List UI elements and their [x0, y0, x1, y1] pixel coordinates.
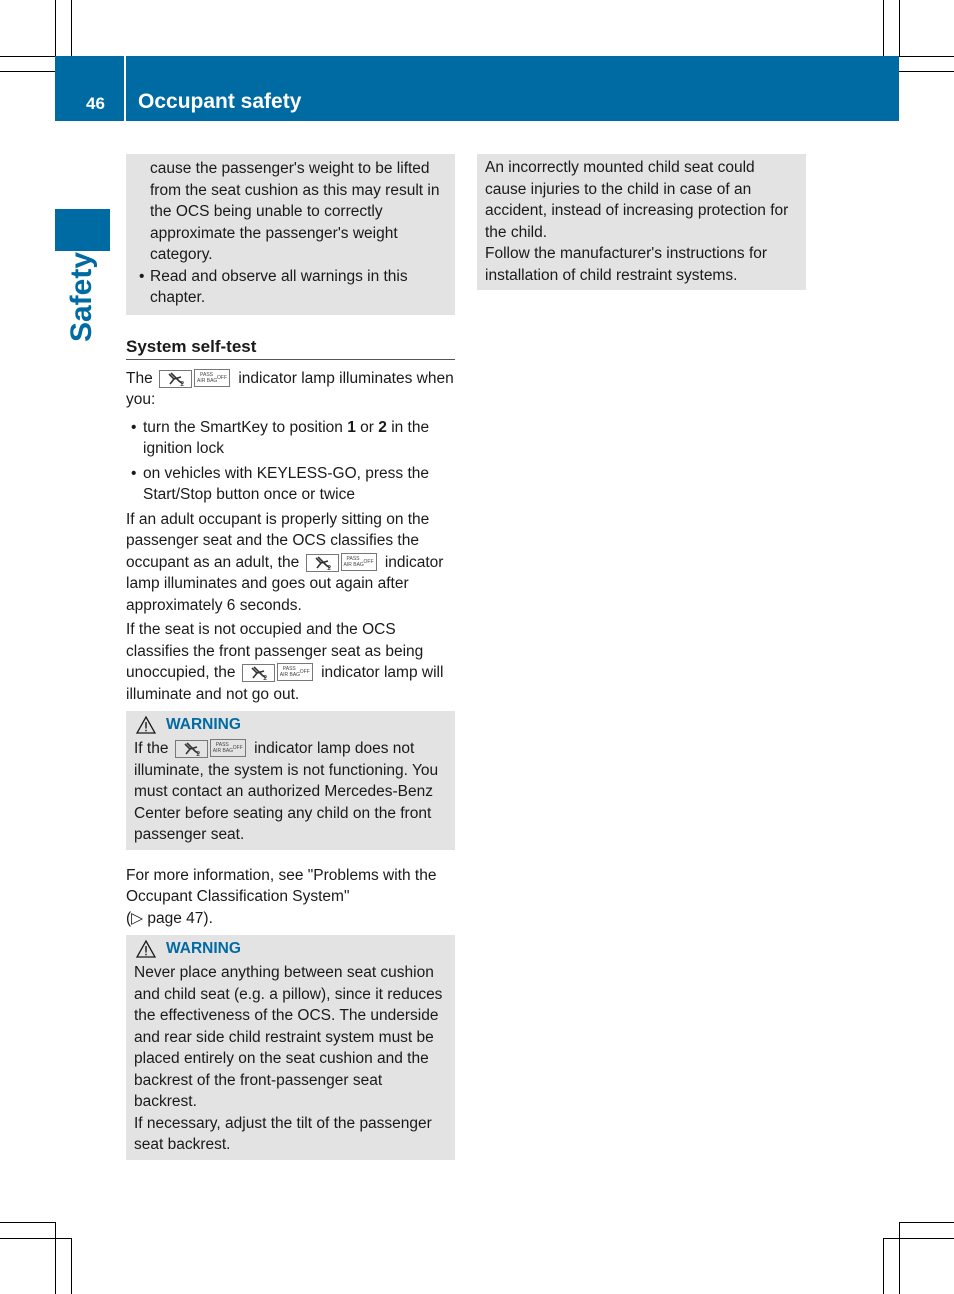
left-column [126, 154, 455, 1160]
paragraph [126, 865, 455, 930]
warning-text: If necessary, adjust the tilt of the passenger seat backrest. [134, 1114, 432, 1153]
paragraph: If the seat is not occupied and the OCS classifies the front passenger seat as being unoccupied, the 2 PASS AIR BAG OFF indicator lamp will illuminate and not go out. [126, 621, 444, 703]
self-test-list [126, 417, 455, 506]
page-reference-link[interactable]: (▷ page 47). [126, 909, 213, 927]
warning-triangle-icon [136, 716, 156, 734]
crop-mark [899, 0, 900, 56]
pass-airbag-off-icon: PASS AIR BAG OFF [277, 663, 313, 681]
crop-mark [883, 1238, 884, 1294]
crop-mark [71, 1238, 72, 1294]
warning-label: WARNING [166, 940, 241, 957]
svg-text:2: 2 [262, 674, 268, 681]
warning-continuation-box [477, 154, 806, 290]
warning-title [134, 938, 447, 960]
svg-text:2: 2 [195, 750, 201, 757]
child-seat-icon [242, 664, 275, 682]
page-header [55, 56, 899, 121]
warning-box [126, 935, 455, 1160]
pass-airbag-off-icon: PASS AIR BAG OFF [210, 739, 246, 757]
paragraph: The 2 PASS AIR BAG OFF indicator lamp illuminates when you: [126, 369, 454, 408]
note-box [126, 154, 455, 315]
pass-airbag-off-icon: PASS AIR BAG OFF [341, 553, 377, 571]
svg-text:2: 2 [180, 379, 185, 387]
side-tab-block [55, 209, 110, 251]
crop-mark [0, 1222, 55, 1223]
warning-text: Follow the manufacturer's instructions for installation of child restraint systems. [485, 245, 768, 284]
subheading: System self-test [126, 337, 455, 360]
crop-mark [883, 0, 884, 56]
child-seat-icon [306, 554, 339, 572]
crop-mark [899, 1222, 954, 1223]
crop-mark [55, 0, 56, 56]
pass-airbag-off-icon: PASS AIR BAG OFF [194, 369, 230, 387]
crop-mark [0, 1238, 71, 1239]
crop-mark [899, 56, 954, 57]
child-seat-icon [159, 370, 192, 388]
warning-box [126, 711, 455, 850]
page-number: 46 [86, 94, 105, 113]
paragraph: If an adult occupant is properly sitting on the passenger seat and the OCS classifies the occupant as an adult, the 2 PASS AIR BAG OFF indicator lamp illuminates and goes out again after approximately 6 seconds. [126, 510, 444, 614]
note-continuation: cause the passenger's weight to be lifted from the seat cushion as this may result in the OCS being unable to correctly approximate the passenger's weight category. [150, 160, 440, 263]
child-seat-icon [175, 740, 208, 758]
warning-title [134, 714, 447, 736]
warning-text: An incorrectly mounted child seat could cause injuries to the child in case of an accident, instead of increasing protection for the child. [485, 159, 789, 241]
note-list [134, 266, 447, 309]
cross-reference-text: For more information, see "Problems with the Occupant Classification System" [126, 866, 437, 905]
crop-mark [0, 56, 55, 57]
warning-triangle-icon [136, 940, 156, 958]
warning-text: Never place anything between seat cushion and child seat (e.g. a pillow), since it reduces the effectiveness of the OCS. The underside and rear side child restraint system must be placed entirely on the seat cushion and the backrest of the front-passenger seat backrest. [134, 964, 443, 1110]
crop-mark [899, 1222, 900, 1294]
list-item: • on vehicles with KEYLESS-GO, press the Start/Stop button once or twice [126, 463, 455, 506]
crop-mark [71, 0, 72, 56]
crop-mark [0, 71, 55, 72]
list-item: • turn the SmartKey to position 1 or 2 in the ignition lock [126, 417, 455, 460]
side-tab-label: Safety [65, 251, 98, 343]
right-column [477, 154, 806, 290]
section-title: Occupant safety [138, 90, 302, 113]
crop-mark [899, 71, 954, 72]
crop-mark [883, 1238, 954, 1239]
svg-text:2: 2 [326, 563, 331, 571]
list-item: • Read and observe all warnings in this chapter. [134, 266, 447, 309]
crop-mark [55, 1222, 56, 1294]
header-divider [124, 56, 126, 121]
warning-text: If the 2 PASS AIR BAG OFF indicator lamp does not illuminate, the system is not functioning. You must contact an authorized Mercedes-Benz Center before seating any child on the front passenger seat. [134, 740, 439, 843]
warning-label: WARNING [166, 716, 241, 733]
